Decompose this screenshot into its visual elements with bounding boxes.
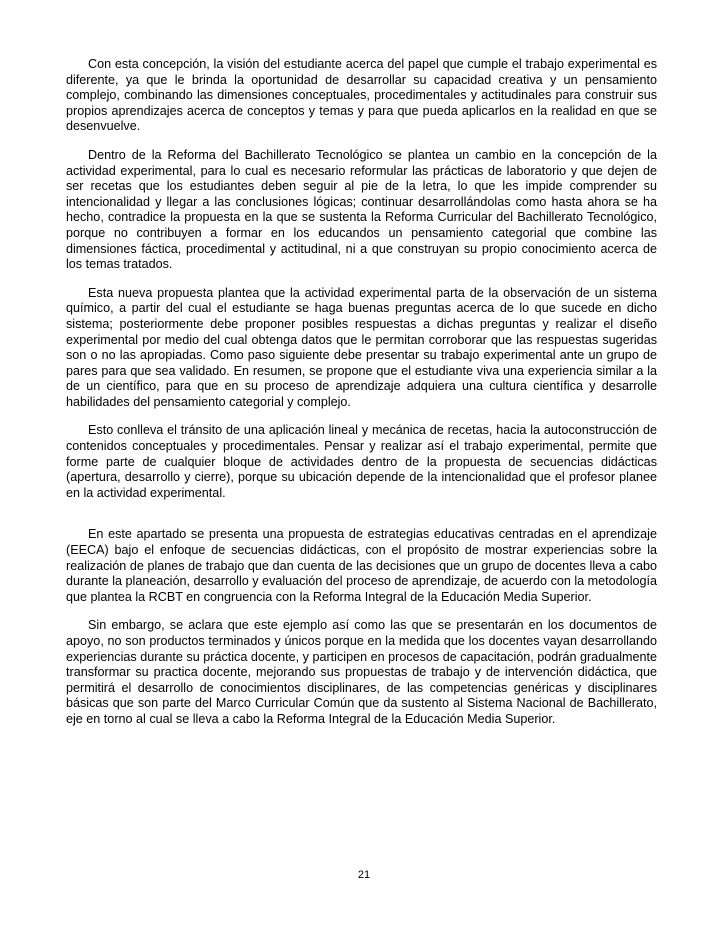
page-number: 21 [357, 869, 371, 881]
paragraph-reforma-bachillerato: Dentro de la Reforma del Bachillerato Tecnológico se plantea un cambio en la concepción de la actividad experimental, para lo cual es necesario reformular las prácticas de laboratorio y que dejen de ser recetas que los estudiantes deben seguir al pie de la letra, lo que les impide comprender su intencionalidad y llegar a las conclusiones lógicas; continuar desarrollándolas como hasta ahora se ha hecho, contradice la propuesta en la que se sustenta la Reforma Curricular del Bachillerato Tecnológico, porque no contribuyen a formar en los educandos un pensamiento categorial que combine las dimensiones fáctica, procedimental y actitudinal, ni a que construyan su propio conocimiento acerca de los temas tratados. [66, 147, 657, 272]
paragraph-apartado-eeca: En este apartado se presenta una propuesta de estrategias educativas centradas en el aprendizaje (EECA) bajo el enfoque de secuencias didácticas, con el propósito de mostrar experiencias sobre la realización de planes de trabajo que dan cuenta de las decisiones que un grupo de docentes lleva a cabo durante la planeación, desarrollo y evaluación del proceso de aprendizaje, de acuerdo con la metodología que plantea la RCBT en congruencia con la Reforma Integral de la Educación Media Superior. [66, 527, 657, 604]
paragraph-sin-embargo: Sin embargo, se aclara que este ejemplo así como las que se presentarán en los documentos de apoyo, no son productos terminados y únicos porque en la medida que los docentes vayan desarrollando experiencias durante su práctica docente, y participen en procesos de capacitación, podrán gradualmente transformar su practica docente, mejorando sus propuestas de trabajo y de intervención didáctica, que permitirá el desarrollo de conocimientos disciplinares, de las competencias genéricas y disciplinares básicas que son parte del Marco Curricular Común que da sustento al Sistema Nacional de Bachillerato, eje en torno al cual se lleva a cabo la Reforma Integral de la Educación Media Superior. [66, 618, 657, 726]
paragraph-concepcion: Con esta concepción, la visión del estudiante acerca del papel que cumple el trabajo experimental es diferente, ya que le brinda la oportunidad de desarrollar su capacidad creativa y un pensamiento complejo, combinando las dimensiones conceptuales, procedimentales y actitudinales para construir sus propios aprendizajes acerca de conceptos y temas y para que pueda aplicarlos en la realidad en que se desenvuelve. [66, 57, 657, 134]
document-body [66, 57, 657, 728]
paragraph-transito: Esto conlleva el tránsito de una aplicación lineal y mecánica de recetas, hacia la autoconstrucción de contenidos conceptuales y procedimentales. Pensar y realizar así el trabajo experimental, permite que forme parte de cualquier bloque de actividades dentro de la propuesta de secuencias didácticas (apertura, desarrollo y cierre), porque su ubicación depende de la intencionalidad que el profesor planee en la actividad experimental. [66, 423, 657, 500]
paragraph-nueva-propuesta: Esta nueva propuesta plantea que la actividad experimental parta de la observación de un sistema químico, a partir del cual el estudiante se haga buenas preguntas acerca de lo que sucede en dicho sistema; posteriormente debe proponer posibles respuestas a dichas preguntas y realizar el diseño experimental por medio del cual obtenga datos que le permitan corroborar que las respuestas sugeridas son o no las apropiadas. Como paso siguiente debe presentar su trabajo experimental ante un grupo de pares para que sea validado. En resumen, se propone que el estudiante viva una experiencia similar a la de un científico, para que en su proceso de aprendizaje adquiera una cultura científica y desarrolle habilidades del pensamiento categorial y complejo. [66, 285, 657, 409]
